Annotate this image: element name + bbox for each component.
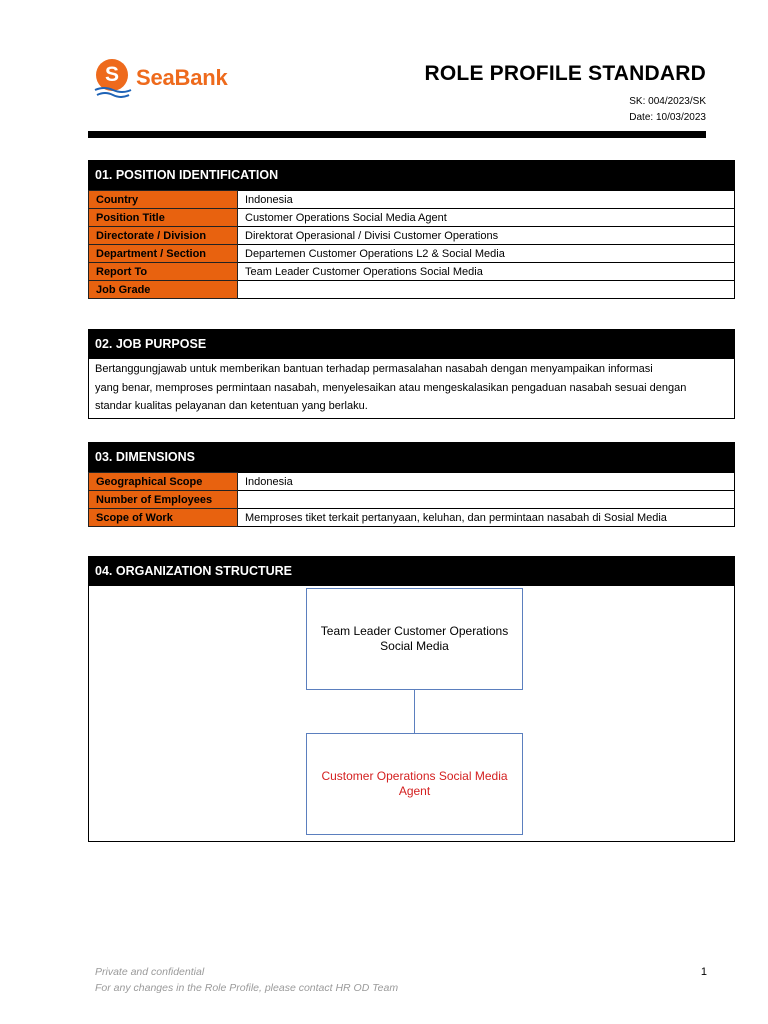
org-box-team-leader [306,588,523,690]
org-box-line: Agent [398,784,431,798]
section-title: 03. DIMENSIONS [88,442,735,472]
table-row [89,209,735,227]
purpose-line: standar kualitas pelayanan dan ketentuan yang berlaku. [95,400,368,412]
row-label: Country [89,191,238,209]
purpose-line: yang benar, memproses permintaan nasabah, menyelesaikan atau mengeskalasikan pengaduan nasabah sesuai dengan [95,381,687,394]
org-connector [414,690,415,733]
table-row [89,245,735,263]
org-box-agent [306,733,523,835]
org-chart [88,586,735,842]
section-title: 04. ORGANIZATION STRUCTURE [88,556,735,586]
row-label: Number of Employees [89,491,238,509]
table-row [89,263,735,281]
table-row [89,473,735,491]
document-date: Date: 10/03/2023 [629,112,706,123]
row-value [238,491,735,509]
page-number: 1 [700,966,707,978]
section-job-purpose [88,329,735,419]
row-value: Customer Operations Social Media Agent [238,209,735,227]
section-title: 01. POSITION IDENTIFICATION [88,160,735,190]
logo-letter: S [96,59,128,91]
row-label: Report To [89,263,238,281]
table-row [89,491,735,509]
position-table [88,190,735,299]
row-label: Department / Section [89,245,238,263]
job-purpose-text [88,359,735,419]
dimensions-table [88,472,735,527]
row-label: Geographical Scope [89,473,238,491]
document-title: ROLE PROFILE STANDARD [424,62,706,85]
header-divider [88,131,706,138]
purpose-line: Bertanggungjawab untuk memberikan bantuan terhadap permasalahan nasabah dengan menyampaikan informasi [95,363,653,375]
row-label: Position Title [89,209,238,227]
section-dimensions [88,442,735,527]
row-value: Direktorat Operasional / Divisi Customer Operations [238,227,735,245]
row-value: Departemen Customer Operations L2 & Social Media [238,245,735,263]
table-row [89,227,735,245]
row-value: Team Leader Customer Operations Social Media [238,263,735,281]
row-label: Scope of Work [89,509,238,527]
row-value: Indonesia [238,473,735,491]
row-value [238,281,735,299]
footer-contact-note: For any changes in the Role Profile, please contact HR OD Team [95,982,399,994]
table-row [89,509,735,527]
row-label: Job Grade [89,281,238,299]
section-organization-structure [88,556,735,842]
section-title: 02. JOB PURPOSE [88,329,735,359]
footer-confidential-note: Private and confidential [95,966,205,978]
table-row [89,281,735,299]
wave-icon [94,86,132,98]
row-value: Memproses tiket terkait pertanyaan, keluhan, dan permintaan nasabah di Sosial Media [238,509,735,527]
document-sk-number: SK: 004/2023/SK [629,96,706,107]
seabank-logo [94,58,228,98]
table-row [89,191,735,209]
org-box-line: Team Leader Customer Operations [320,624,509,638]
seabank-logo-icon [94,58,132,98]
section-position-identification [88,160,735,299]
org-box-line: Customer Operations Social Media [321,769,508,783]
row-label: Directorate / Division [89,227,238,245]
org-box-line: Social Media [380,639,449,653]
row-value: Indonesia [238,191,735,209]
brand-name: SeaBank [136,65,228,90]
